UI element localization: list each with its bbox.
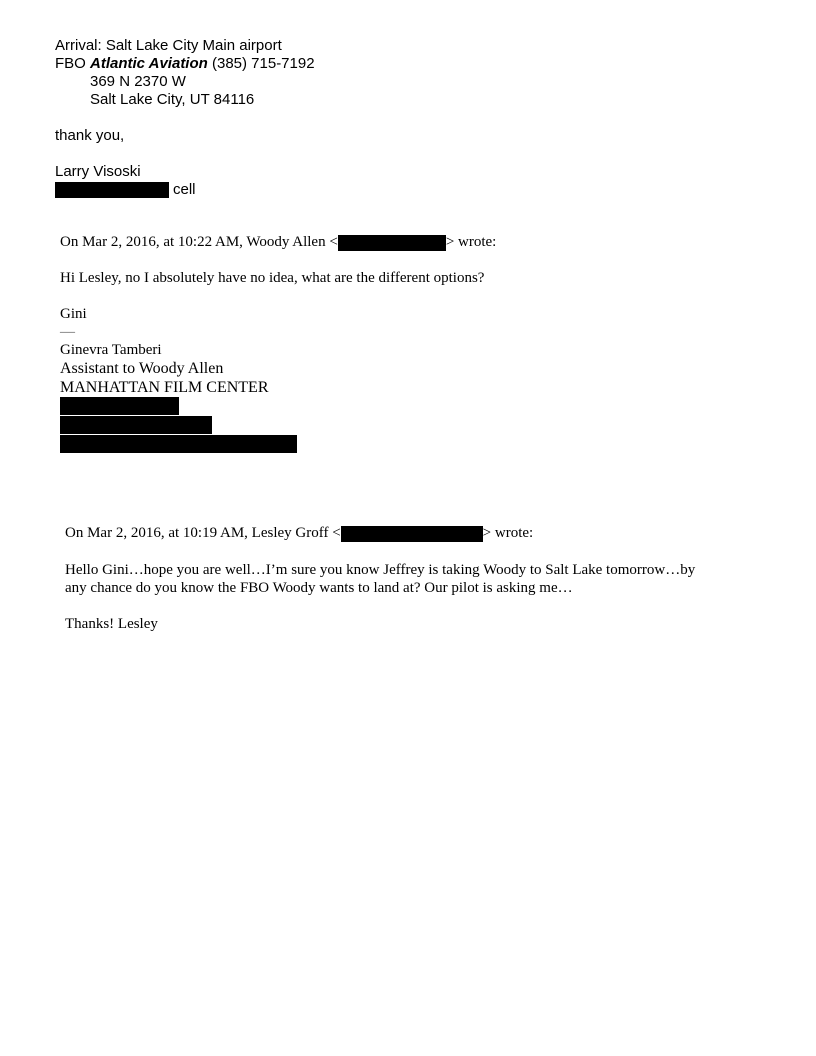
- reply2-body-line-2: any chance do you know the FBO Woody wants to land at? Our pilot is asking me…: [65, 580, 573, 596]
- redaction-block: [60, 435, 297, 453]
- reply2-header: [65, 524, 533, 542]
- redaction-block: [55, 182, 169, 198]
- reply1-header-post: > wrote:: [445, 234, 497, 250]
- thanks-line: thank you,: [55, 127, 125, 144]
- reply2-body-line-1: Hello Gini…hope you are well…I’m sure you know Jeffrey is taking Woody to Salt Lake tomorrow…by: [65, 562, 696, 578]
- signature-title: Assistant to Woody Allen: [60, 360, 224, 377]
- reply1-signoff: Gini: [60, 306, 87, 322]
- signature-dash: —: [60, 324, 75, 340]
- signature-company: MANHATTAN FILM CENTER: [60, 379, 269, 396]
- redaction-block: [60, 416, 212, 434]
- signature-name: Ginevra Tamberi: [60, 342, 162, 358]
- reply2-header-pre: On Mar 2, 2016, at 10:19 AM, Lesley Groff <: [65, 525, 341, 541]
- cell-line: [55, 181, 196, 199]
- fbo-name: Atlantic Aviation: [90, 55, 208, 72]
- address-line-1: 369 N 2370 W: [90, 73, 186, 90]
- cell-label: cell: [173, 181, 196, 198]
- address-line-2: Salt Lake City, UT 84116: [90, 91, 255, 108]
- redaction-block: [341, 526, 483, 542]
- reply1-body: Hi Lesley, no I absolutely have no idea, what are the different options?: [60, 270, 485, 286]
- redaction-block: [60, 397, 179, 415]
- fbo-line: [55, 55, 315, 73]
- reply1-header: [60, 233, 496, 251]
- reply2-header-post: > wrote:: [482, 525, 534, 541]
- sender-name: Larry Visoski: [55, 163, 141, 180]
- arrival-line: Arrival: Salt Lake City Main airport: [55, 37, 282, 54]
- reply2-signoff: Thanks! Lesley: [65, 616, 158, 632]
- reply1-header-pre: On Mar 2, 2016, at 10:22 AM, Woody Allen <: [60, 234, 338, 250]
- fbo-prefix: FBO: [55, 55, 91, 72]
- fbo-phone: (385) 715-7192: [207, 55, 315, 72]
- redaction-block: [338, 235, 446, 251]
